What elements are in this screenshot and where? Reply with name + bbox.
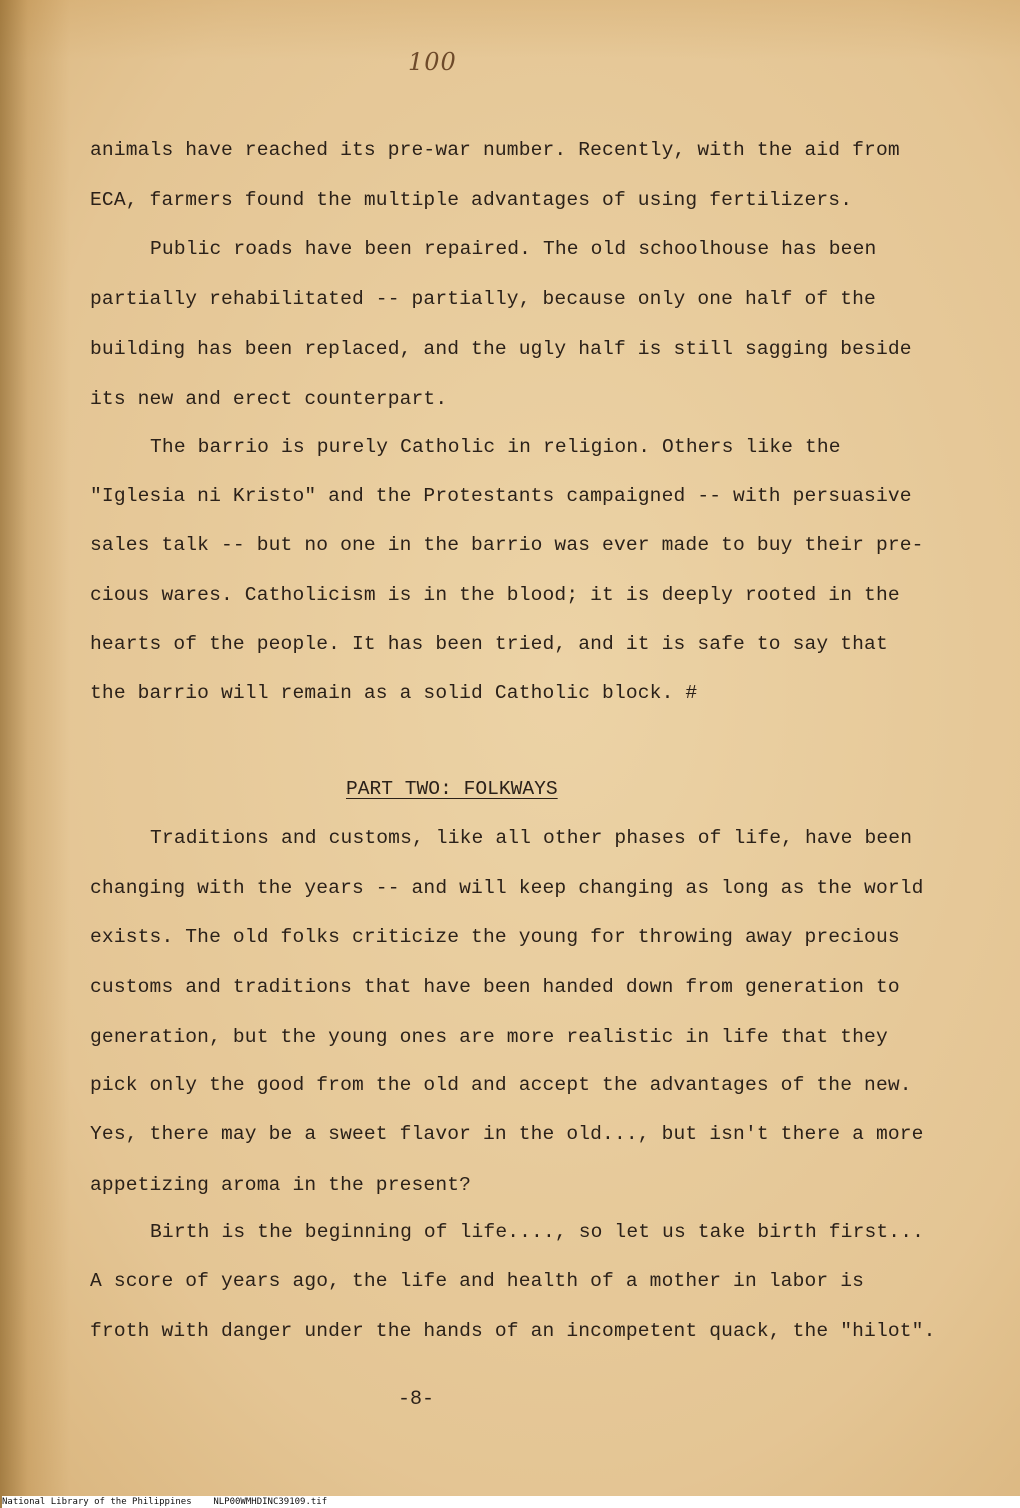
text-line: exists. The old folks criticize the young for throwing away precious bbox=[90, 926, 900, 948]
text-line: the barrio will remain as a solid Catholic block. # bbox=[90, 682, 698, 704]
text-line: animals have reached its pre-war number. Recently, with the aid from bbox=[90, 139, 900, 161]
section-heading: PART TWO: FOLKWAYS bbox=[346, 778, 558, 800]
text-line: customs and traditions that have been handed down from generation to bbox=[90, 976, 900, 998]
handwritten-page-number: 100 bbox=[408, 48, 457, 76]
text-line: A score of years ago, the life and health of a mother in labor is bbox=[90, 1270, 865, 1292]
text-line: generation, but the young ones are more realistic in life that they bbox=[90, 1026, 888, 1048]
page-number: -8- bbox=[398, 1388, 435, 1411]
footer-file-id: NLP00WMHDINC39109.tif bbox=[213, 1497, 328, 1507]
text-line: The barrio is purely Catholic in religion. Others like the bbox=[150, 436, 841, 458]
footer-library: National Library of the Philippines bbox=[2, 1497, 192, 1507]
text-line: froth with danger under the hands of an incompetent quack, the "hilot". bbox=[90, 1320, 936, 1342]
text-line: pick only the good from the old and accept the advantages of the new. bbox=[90, 1074, 912, 1096]
text-line: its new and erect counterpart. bbox=[90, 388, 448, 410]
text-line: Birth is the beginning of life...., so let us take birth first... bbox=[150, 1221, 925, 1243]
text-line: Yes, there may be a sweet flavor in the old..., but isn't there a more bbox=[90, 1123, 924, 1145]
text-line: cious wares. Catholicism is in the blood; it is deeply rooted in the bbox=[90, 584, 900, 606]
text-line: sales talk -- but no one in the barrio was ever made to buy their pre- bbox=[90, 534, 924, 556]
scan-footer bbox=[2, 1496, 1020, 1508]
text-line: Public roads have been repaired. The old schoolhouse has been bbox=[150, 238, 877, 260]
text-line: appetizing aroma in the present? bbox=[90, 1174, 472, 1196]
text-line: hearts of the people. It has been tried, and it is safe to say that bbox=[90, 633, 888, 655]
text-line: ECA, farmers found the multiple advantages of using fertilizers. bbox=[90, 189, 853, 211]
text-line: "Iglesia ni Kristo" and the Protestants campaigned -- with persuasive bbox=[90, 485, 912, 507]
text-line: building has been replaced, and the ugly half is still sagging beside bbox=[90, 338, 912, 360]
text-line: partially rehabilitated -- partially, because only one half of the bbox=[90, 288, 876, 310]
text-line: changing with the years -- and will keep changing as long as the world bbox=[90, 877, 924, 899]
text-line: Traditions and customs, like all other phases of life, have been bbox=[150, 827, 913, 849]
